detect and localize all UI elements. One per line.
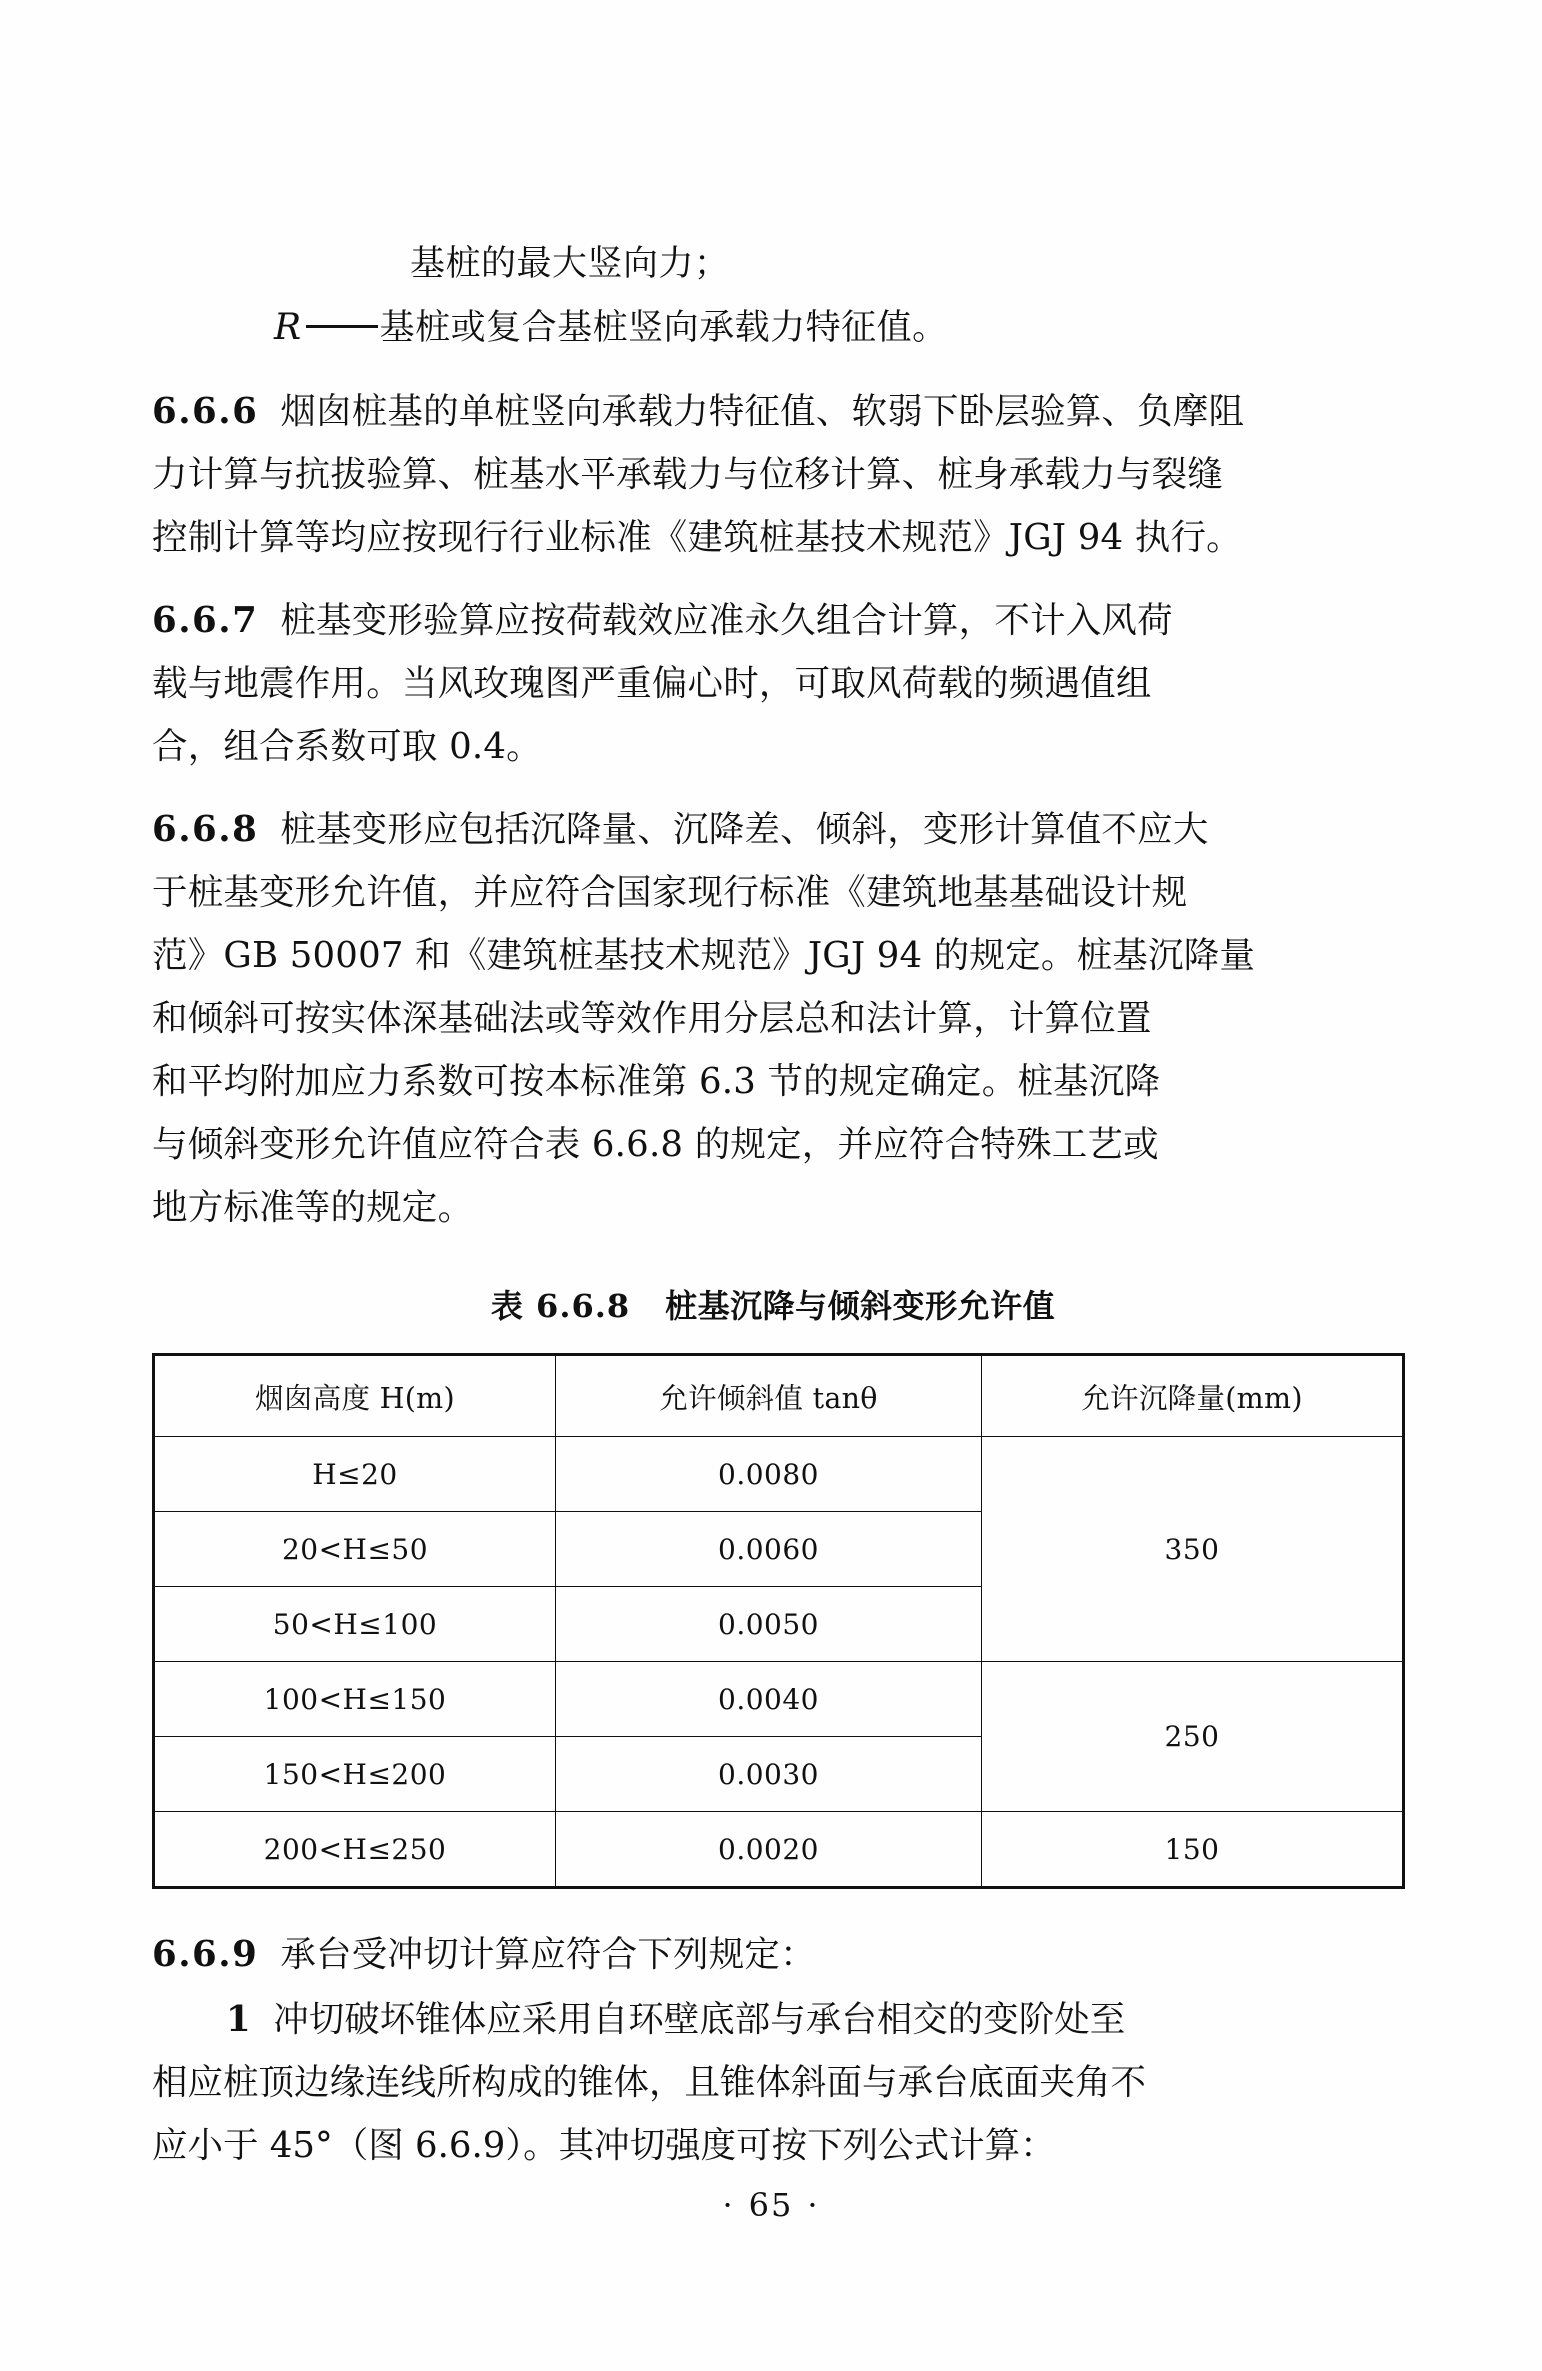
clause-666-text-1: 烟囱桩基的单桩竖向承载力特征值、软弱下卧层验算、负摩阻 bbox=[280, 391, 1245, 432]
symbol-definitions bbox=[152, 0, 1394, 360]
clause-669-text-1: 承台受冲切计算应符合下列规定： bbox=[280, 1934, 816, 1975]
table-caption-number: 表 6.6.8 bbox=[490, 1287, 631, 1325]
clause-668-line-5: 和平均附加应力系数可按本标准第 6.3 节的规定确定。桩基沉降 bbox=[152, 1061, 1161, 1102]
clause-668 bbox=[152, 798, 1394, 1239]
subitem-1-line-2: 相应桩顶边缘连线所构成的锥体，且锥体斜面与承台底面夹角不 bbox=[152, 2062, 1147, 2103]
clause-669-number: 6.6.9 bbox=[152, 1934, 259, 1975]
cell-height-range: 200<H≤250 bbox=[154, 1812, 556, 1888]
cell-tan-theta: 0.0060 bbox=[556, 1512, 982, 1587]
em-dash-rule bbox=[306, 325, 378, 328]
cell-tan-theta: 0.0020 bbox=[556, 1812, 982, 1888]
table-header-tan-theta: 允许倾斜值 tanθ bbox=[556, 1355, 982, 1437]
page-footer bbox=[0, 2186, 1542, 2224]
cell-tan-theta: 0.0040 bbox=[556, 1662, 982, 1737]
subitem-1-number: 1 bbox=[226, 1999, 252, 2040]
clause-667-line-3: 合，组合系数可取 0.4。 bbox=[152, 726, 542, 767]
table-row bbox=[154, 1662, 1404, 1737]
symbol-R: R bbox=[274, 307, 302, 348]
cell-tan-theta: 0.0050 bbox=[556, 1587, 982, 1662]
subitem-1 bbox=[152, 1988, 1394, 2177]
clause-668-text-1: 桩基变形应包括沉降量、沉降差、倾斜，变形计算值不应大 bbox=[280, 809, 1209, 850]
cell-height-range: 20<H≤50 bbox=[154, 1512, 556, 1587]
cell-height-range: 150<H≤200 bbox=[154, 1737, 556, 1812]
clause-666 bbox=[152, 380, 1394, 569]
table-caption bbox=[152, 1281, 1394, 1327]
clause-669 bbox=[152, 1923, 1394, 1986]
cell-height-range: 100<H≤150 bbox=[154, 1662, 556, 1737]
subitem-1-text-1: 冲切破坏锥体应采用自环壁底部与承台相交的变阶处至 bbox=[273, 1999, 1126, 2040]
cell-settlement: 250 bbox=[982, 1662, 1404, 1812]
cell-height-range: H≤20 bbox=[154, 1437, 556, 1512]
table-header-height: 烟囱高度 H(m) bbox=[154, 1355, 556, 1437]
clause-667-line-2: 载与地震作用。当风玫瑰图严重偏心时，可取风荷载的频遇值组 bbox=[152, 663, 1152, 704]
cell-height-range: 50<H≤100 bbox=[154, 1587, 556, 1662]
clause-668-line-7: 地方标准等的规定。 bbox=[152, 1187, 474, 1228]
symbol-line-2 bbox=[152, 296, 1394, 360]
clause-668-line-1 bbox=[152, 798, 1394, 861]
clause-668-line-3: 范》GB 50007 和《建筑桩基技术规范》JGJ 94 的规定。桩基沉降量 bbox=[152, 935, 1256, 976]
subitem-1-line-3: 应小于 45°（图 6.6.9）。其冲切强度可按下列公式计算： bbox=[152, 2125, 1056, 2166]
clause-666-number: 6.6.6 bbox=[152, 391, 259, 432]
cell-tan-theta: 0.0030 bbox=[556, 1737, 982, 1812]
clause-667-number: 6.6.7 bbox=[152, 600, 259, 641]
table-caption-title: 桩基沉降与倾斜变形允许值 bbox=[665, 1287, 1056, 1325]
footer-dot-right: · bbox=[807, 2186, 820, 2224]
table-header-row bbox=[154, 1355, 1404, 1437]
page-number: 65 bbox=[748, 2186, 794, 2224]
table-body bbox=[154, 1437, 1404, 1888]
table-row bbox=[154, 1437, 1404, 1512]
cell-settlement: 150 bbox=[982, 1812, 1404, 1888]
page-content bbox=[152, 0, 1394, 2177]
cell-tan-theta: 0.0080 bbox=[556, 1437, 982, 1512]
symbol-R-description: 基桩或复合基桩竖向承载力特征值。 bbox=[379, 308, 948, 348]
subitem-1-line-1 bbox=[152, 1988, 1394, 2051]
clause-667 bbox=[152, 589, 1394, 778]
clause-668-line-6: 与倾斜变形允许值应符合表 6.6.8 的规定，并应符合特殊工艺或 bbox=[152, 1124, 1159, 1165]
table-row bbox=[154, 1812, 1404, 1888]
clause-666-line-2: 力计算与抗拔验算、桩基水平承载力与位移计算、桩身承载力与裂缝 bbox=[152, 454, 1224, 495]
clause-668-line-2: 于桩基变形允许值，并应符合国家现行标准《建筑地基基础设计规 bbox=[152, 872, 1188, 913]
clause-666-line-1 bbox=[152, 380, 1394, 443]
symbol-line-1: 基桩的最大竖向力； bbox=[410, 244, 730, 284]
clause-666-line-3: 控制计算等均应按现行行业标准《建筑桩基技术规范》JGJ 94 执行。 bbox=[152, 517, 1242, 558]
clause-669-line-1 bbox=[152, 1923, 1394, 1986]
clause-668-line-4: 和倾斜可按实体深基础法或等效作用分层总和法计算，计算位置 bbox=[152, 998, 1152, 1039]
clause-667-line-1 bbox=[152, 589, 1394, 652]
footer-dot-left: · bbox=[722, 2186, 735, 2224]
clause-667-text-1: 桩基变形验算应按荷载效应准永久组合计算，不计入风荷 bbox=[280, 600, 1173, 641]
table-head bbox=[154, 1355, 1404, 1437]
table-668 bbox=[152, 1353, 1405, 1889]
table-header-settlement: 允许沉降量(mm) bbox=[982, 1355, 1404, 1437]
clause-668-number: 6.6.8 bbox=[152, 809, 259, 850]
cell-settlement: 350 bbox=[982, 1437, 1404, 1662]
